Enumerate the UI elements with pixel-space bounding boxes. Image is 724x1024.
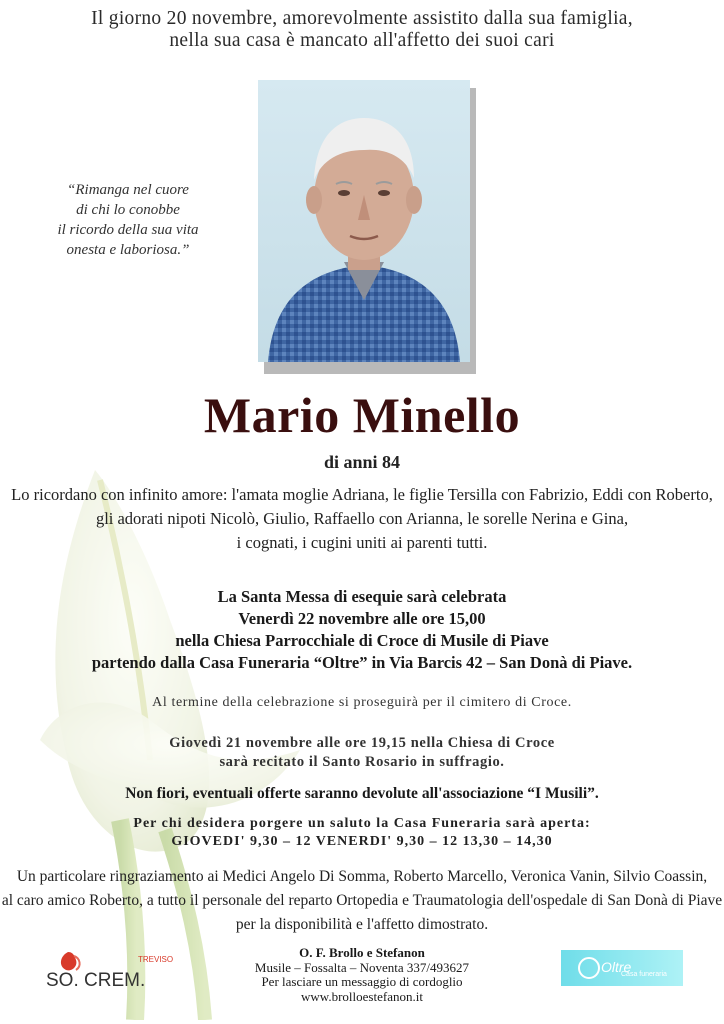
thanks-line-2: al caro amico Roberto, a tutto il personale del reparto Ortopedia e Traumatologia dell'ospedale di San Donà di Piave: [1, 892, 723, 909]
family-line-3: i cognati, i cugini uniti ai parenti tutti.: [236, 533, 488, 552]
announcement-header: [0, 8, 724, 52]
visits-line-1: Per chi desidera porgere un saluto la Casa Funeraria sarà aperta:: [133, 816, 591, 831]
quote-line-4: onesta e laboriosa.”: [66, 242, 190, 258]
socrem-main-text: SO. CREM.: [46, 970, 146, 991]
agency-contact: Musile – Fossalta – Noventa 337/493627: [254, 959, 470, 975]
rosary-line-1: Giovedì 21 novembre alle ore 19,15 nella Chiesa di Croce: [169, 735, 555, 751]
visiting-hours: [0, 815, 724, 851]
family-line-2: gli adorati nipoti Nicolò, Giulio, Raffaello con Arianna, le sorelle Nerina e Gina,: [95, 509, 629, 528]
memorial-quote: [40, 180, 216, 260]
socrem-logo: [44, 950, 174, 1000]
agency-name: O. F. Brollo e Stefanon: [299, 945, 425, 960]
oltre-logo: [561, 950, 683, 986]
thanks-line-1: Un particolare ringraziamento ai Medici Angelo Di Somma, Roberto Marcello, Veronica Vanin, Silvio Coassin,: [16, 868, 708, 885]
quote-line-1: “Rimanga nel cuore: [67, 182, 189, 198]
agency-message-note: Per lasciare un messaggio di cordoglio: [261, 974, 463, 989]
deceased-name: Mario Minello: [203, 387, 521, 443]
quote-line-3: il ricordo della sua vita: [57, 222, 199, 238]
portrait-photo: [258, 80, 470, 362]
rosary-line-2: sarà recitato il Santo Rosario in suffragio.: [219, 754, 505, 770]
funeral-mass-info: [0, 586, 724, 674]
oltre-ring-icon: [561, 950, 601, 986]
header-line-1: Il giorno 20 novembre, amorevolmente assistito dalla sua famiglia,: [91, 8, 633, 29]
agency-website[interactable]: www.brolloestefanon.it: [301, 988, 423, 1004]
family-line-1: Lo ricordano con infinito amore: l'amata moglie Adriana, le figlie Tersilla con Fabrizio, Eddi con Roberto,: [11, 485, 713, 504]
mass-line-1: La Santa Messa di esequie sarà celebrata: [217, 587, 507, 606]
header-line-2: nella sua casa è mancato all'affetto dei suoi cari: [169, 30, 555, 51]
deceased-age: di anni 84: [323, 452, 401, 472]
mass-line-3: nella Chiesa Parrocchiale di Croce di Musile di Piave: [175, 631, 549, 650]
flowers-note: Non fiori, eventuali offerte saranno devolute all'associazione “I Musili”.: [125, 785, 599, 802]
visits-line-2: GIOVEDI' 9,30 – 12 VENERDI' 9,30 – 12 13,30 – 14,30: [171, 834, 553, 849]
family-list: [0, 483, 724, 555]
thanks-note: [0, 865, 724, 937]
thanks-line-3: per la disponibilità e l'affetto dimostrato.: [235, 916, 489, 933]
socrem-top-text: TREVISO: [138, 955, 174, 964]
portrait-illustration: [258, 80, 470, 362]
oltre-subtitle: Casa funeraria: [621, 971, 667, 978]
socrem-flame-icon: [61, 952, 76, 970]
mass-line-4: partendo dalla Casa Funeraria “Oltre” in Via Barcis 42 – San Donà di Piave.: [91, 653, 633, 672]
quote-line-2: di chi lo conobbe: [76, 202, 180, 218]
rosary-info: [0, 734, 724, 772]
after-ceremony-note: Al termine della celebrazione si proseguirà per il cimitero di Croce.: [152, 695, 572, 710]
oltre-word: Oltre: [601, 959, 632, 975]
mass-line-2: Venerdì 22 novembre alle ore 15,00: [238, 609, 486, 628]
